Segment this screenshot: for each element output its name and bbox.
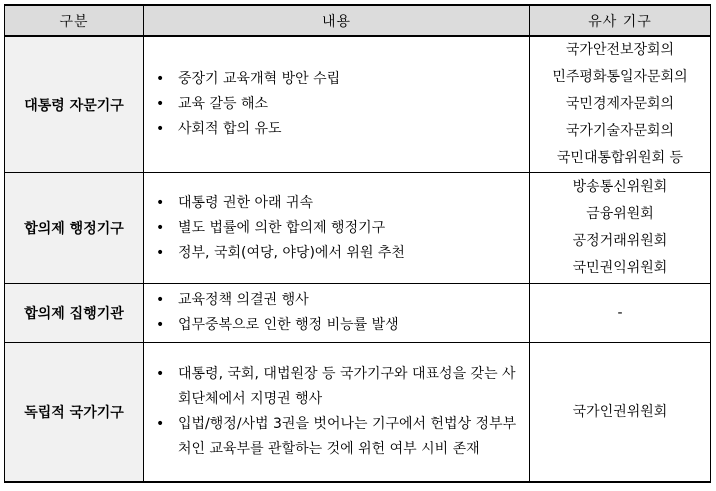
- similar-item: 국민권익위원회: [572, 260, 668, 276]
- table-row: [5, 36, 711, 173]
- header-category: 구분: [5, 5, 144, 36]
- row-content: [144, 173, 530, 284]
- row-content: [144, 343, 530, 483]
- content-item: • 업무중복으로 인한 행정 비능률 발생: [156, 313, 529, 338]
- row-content: [144, 284, 530, 343]
- row-similar: [530, 284, 711, 343]
- similar-item: 국가기술자문회의: [565, 123, 675, 139]
- similar-item: 국민경제자문회의: [565, 96, 675, 112]
- content-item: • 입법/행정/사법 3권을 벗어나는 기구에서 헌법상 정부부처인 교육부를 관할하는 것에 위헌 여부 시비 존재: [156, 412, 529, 462]
- similar-item: 방송통신위원회: [572, 179, 668, 195]
- row-similar: [530, 173, 711, 284]
- row-similar: [530, 36, 711, 173]
- similar-item: 국민대통합위원회 등: [556, 150, 684, 166]
- comparison-table-container: [4, 4, 710, 483]
- row-similar: [530, 343, 711, 483]
- row-category: 대통령 자문기구: [5, 36, 144, 173]
- content-item: • 별도 법률에 의한 합의제 행정기구: [156, 216, 529, 241]
- header-similar: 유사 기구: [530, 5, 711, 36]
- content-item: • 교육 갈등 해소: [156, 92, 529, 117]
- content-item: • 중장기 교육개혁 방안 수립: [156, 67, 529, 92]
- similar-item: 국가안전보장회의: [565, 42, 675, 58]
- content-item: • 사회적 합의 유도: [156, 117, 529, 142]
- similar-item: 국가인권위원회: [572, 403, 668, 420]
- table-row: [5, 284, 711, 343]
- content-item: • 정부, 국회(여당, 야당)에서 위원 추천: [156, 241, 529, 266]
- content-item: • 대통령, 국회, 대법원장 등 국가기구와 대표성을 갖는 사회단체에서 지명권 행사: [156, 362, 529, 412]
- similar-item: 민주평화통일자문회의: [552, 69, 688, 85]
- table-row: [5, 343, 711, 483]
- table-row: [5, 173, 711, 284]
- row-category: 독립적 국가기구: [5, 343, 144, 483]
- content-item: • 교육정책 의결권 행사: [156, 288, 529, 313]
- header-row: [5, 5, 711, 36]
- comparison-table: [4, 4, 711, 483]
- row-content: [144, 36, 530, 173]
- header-content: 내용: [144, 5, 530, 36]
- similar-item: -: [617, 304, 623, 321]
- similar-item: 공정거래위원회: [572, 233, 668, 249]
- content-item: • 대통령 권한 아래 귀속: [156, 191, 529, 216]
- row-category: 합의제 행정기구: [5, 173, 144, 284]
- similar-item: 금융위원회: [586, 206, 654, 222]
- row-category: 합의제 집행기관: [5, 284, 144, 343]
